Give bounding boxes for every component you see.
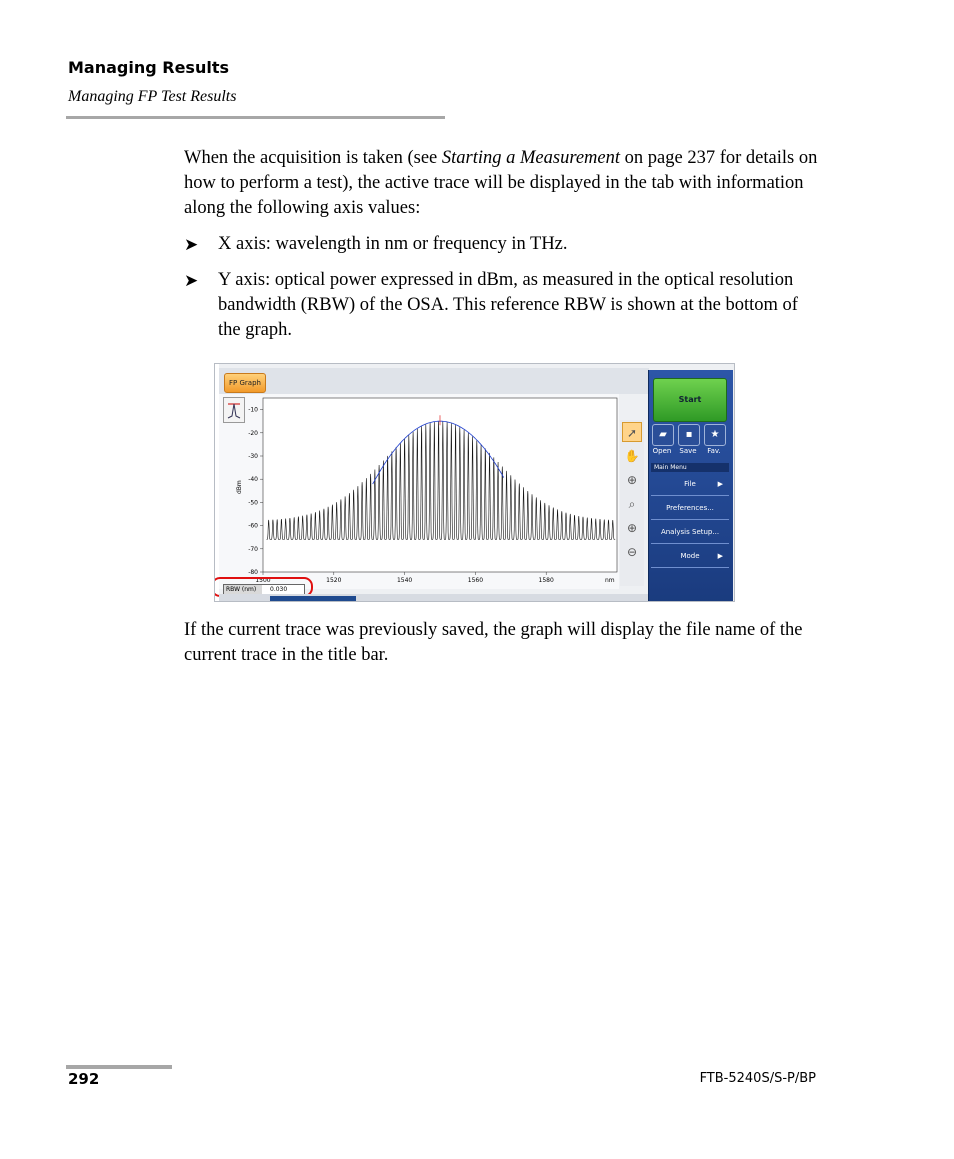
bottom-tab-strip bbox=[219, 594, 649, 602]
y-tick-label: -70 bbox=[248, 545, 258, 553]
bullet-text: Y axis: optical power expressed in dBm, as measured in the optical resolution bandwidth (RBW) of the OSA. This reference RBW is shown at the bottom of the graph. bbox=[218, 270, 798, 340]
subsection-title: Managing FP Test Results bbox=[68, 88, 237, 105]
x-tick-label: 1500 bbox=[255, 577, 271, 584]
save-disk-icon[interactable]: ▪ bbox=[678, 424, 700, 446]
intro-link[interactable]: Starting a Measurement bbox=[441, 148, 621, 168]
open-label: Open bbox=[652, 447, 672, 455]
rbw-label: RBW (nm) bbox=[224, 585, 262, 594]
menu-item-mode[interactable] bbox=[651, 545, 729, 568]
tab-fp-graph[interactable]: FP Graph bbox=[224, 373, 266, 393]
section-title: Managing Results bbox=[68, 58, 229, 77]
intro-text-start: When the acquisition is taken (see bbox=[184, 148, 442, 168]
zoom-in-icon[interactable]: ⊕ bbox=[626, 521, 638, 535]
zoom-icon[interactable]: ⌕ bbox=[628, 497, 636, 511]
fav-label: Fav. bbox=[707, 447, 721, 455]
document-id: FTB-5240S/S-P/BP bbox=[699, 1071, 816, 1086]
footer-rule bbox=[66, 1065, 172, 1069]
intro-text-end: on page 237 for details on how to perform a test), the active trace will be displayed in the tab with information along the following axis values: bbox=[184, 148, 818, 218]
trace-peak-icon bbox=[224, 398, 244, 422]
menu-item-file[interactable] bbox=[651, 473, 729, 496]
bullet-text: X axis: wavelength in nm or frequency in THz. bbox=[218, 234, 568, 254]
fp-graph-screenshot bbox=[214, 363, 735, 602]
intro-paragraph bbox=[184, 146, 824, 221]
header-rule bbox=[66, 116, 445, 119]
pointer-tool-icon[interactable]: ➚ bbox=[622, 422, 642, 442]
favorite-star-icon[interactable]: ★ bbox=[704, 424, 726, 446]
y-tick-label: -80 bbox=[248, 569, 258, 576]
rbw-value: 0.030 bbox=[270, 586, 288, 593]
open-folder-icon[interactable]: ▰ bbox=[652, 424, 674, 446]
closing-paragraph: If the current trace was previously saved, the graph will display the file name of the current trace in the title bar. bbox=[184, 620, 803, 665]
x-tick-label: 1540 bbox=[396, 577, 413, 584]
zoom-out-icon[interactable]: ⊖ bbox=[626, 545, 638, 559]
main-side-panel bbox=[648, 370, 733, 602]
submenu-arrow-icon: ▶ bbox=[717, 552, 723, 560]
menu-item-label: File bbox=[684, 480, 696, 488]
save-label: Save bbox=[679, 447, 697, 455]
x-tick-label: 1560 bbox=[467, 577, 484, 584]
x-axis-label: nm bbox=[605, 577, 615, 584]
y-tick-label: -30 bbox=[248, 453, 258, 460]
bullet-arrow-icon: ➤ bbox=[184, 271, 199, 291]
y-tick-label: -20 bbox=[248, 429, 258, 437]
submenu-arrow-icon: ▶ bbox=[717, 480, 723, 488]
zoom-area-icon[interactable]: ⊕ bbox=[626, 473, 638, 487]
y-tick-label: -40 bbox=[248, 476, 258, 484]
spectrum-plot bbox=[219, 394, 619, 589]
start-button[interactable]: Start bbox=[653, 378, 727, 422]
page-number: 292 bbox=[68, 1070, 100, 1088]
menu-item-label: Mode bbox=[680, 552, 700, 560]
bottom-tab[interactable] bbox=[270, 596, 356, 602]
y-tick-label: -60 bbox=[248, 522, 258, 530]
tab-strip bbox=[219, 368, 649, 394]
x-tick-label: 1580 bbox=[538, 577, 554, 584]
graph-toolbar bbox=[620, 420, 644, 586]
y-tick-label: -50 bbox=[248, 499, 258, 507]
trace-view-button[interactable] bbox=[223, 397, 245, 423]
menu-item-preferences[interactable] bbox=[651, 497, 729, 520]
x-tick-label: 1520 bbox=[326, 577, 342, 584]
pan-hand-icon[interactable]: ✋ bbox=[624, 449, 640, 463]
menu-item-label: Analysis Setup... bbox=[660, 528, 720, 536]
main-menu-header: Main Menu bbox=[651, 463, 729, 472]
bullet-arrow-icon: ➤ bbox=[184, 235, 199, 255]
spectrum-chart bbox=[219, 394, 619, 589]
y-tick-label: -10 bbox=[248, 406, 258, 414]
y-axis-label: dBm bbox=[236, 480, 243, 494]
menu-item-label: Preferences... bbox=[666, 504, 714, 512]
menu-item-analysis-setup[interactable] bbox=[651, 521, 729, 544]
